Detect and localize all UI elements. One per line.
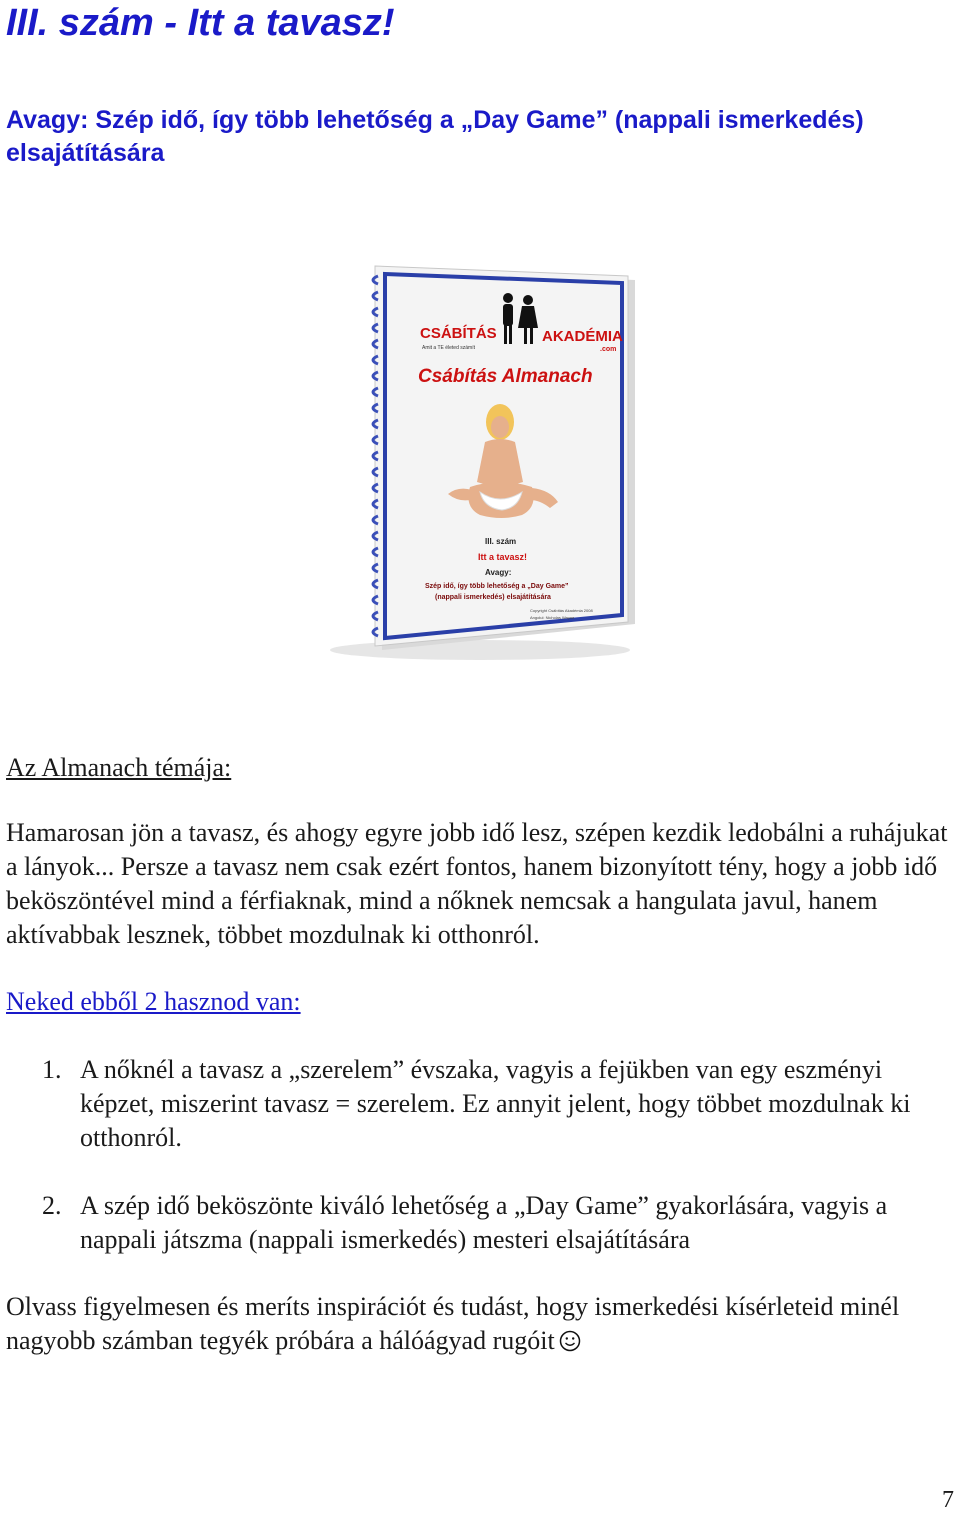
list-item-text: A szép idő beköszönte kiváló lehetőség a „Day Game” gyakorlására, vagyis a nappali játszma (nappali ismerkedés) mesteri elsajátítására (80, 1191, 888, 1254)
page-title: III. szám - Itt a tavasz! (6, 2, 395, 44)
logo-com: .com (600, 346, 617, 353)
logo-left: CSÁBÍTÁS (420, 325, 497, 342)
cover-issue: III. szám (485, 537, 517, 546)
cover-desc-2: (nappali ismerkedés) elsajátítására (435, 594, 551, 601)
book-cover-image (330, 262, 650, 662)
cover-desc-1: Szép idő, így több lehetőség a „Day Game” (425, 583, 569, 590)
benefits-heading: Neked ebből 2 hasznod van: (6, 987, 301, 1016)
cover-almanach: Csábítás Almanach (418, 366, 593, 387)
list-item-number: 1. (42, 1055, 62, 1084)
list-item (42, 1053, 942, 1155)
cover-author: Angolul: Nicholas Wayne (530, 615, 575, 620)
list-item (42, 1189, 942, 1257)
logo-tagline: Amit a TE életed számít (422, 345, 475, 351)
smiley-icon (559, 1330, 581, 1352)
page-number: 7 (942, 1487, 954, 1513)
list-item-text: A nőknél a tavasz a „szerelem” évszaka, vagyis a fejükben van egy eszményi képzet, miszerint tavasz = szerelem. Ez annyit jelent, hogy többet mozdulnak ki otthonról. (80, 1055, 911, 1152)
cover-avagy: Avagy: (485, 568, 512, 577)
closing-paragraph (6, 1290, 958, 1358)
benefits-list (42, 1053, 942, 1291)
section-heading: Az Almanach témája: (6, 753, 232, 782)
page-subtitle: Avagy: Szép idő, így több lehetőség a „Day Game” (nappali ismerkedés) elsajátítására (6, 106, 864, 167)
closing-text: Olvass figyelmesen és meríts inspirációt és tudást, hogy ismerkedési kísérleteid minél nagyobb számban tegyék próbára a hálóágyad rugóit (6, 1292, 900, 1355)
logo-right: AKADÉMIA (542, 328, 623, 345)
cover-spring: Itt a tavasz! (478, 552, 528, 562)
list-item-number: 2. (42, 1191, 62, 1220)
cover-copyright: Copyright Csábítás Akadémia 2008 (530, 608, 593, 613)
intro-paragraph: Hamarosan jön a tavasz, és ahogy egyre jobb idő lesz, szépen kezdik ledobálni a ruhájukat a lányok... Persze a tavasz nem csak ezért fontos, hanem bizonyított tény, hogy a jobb idő beköszöntével mind a férfiaknak, mind a nőknek nemcsak a hangulata javul, hanem aktívabbak lesznek, többet mozdulnak ki otthonról. (6, 818, 948, 949)
